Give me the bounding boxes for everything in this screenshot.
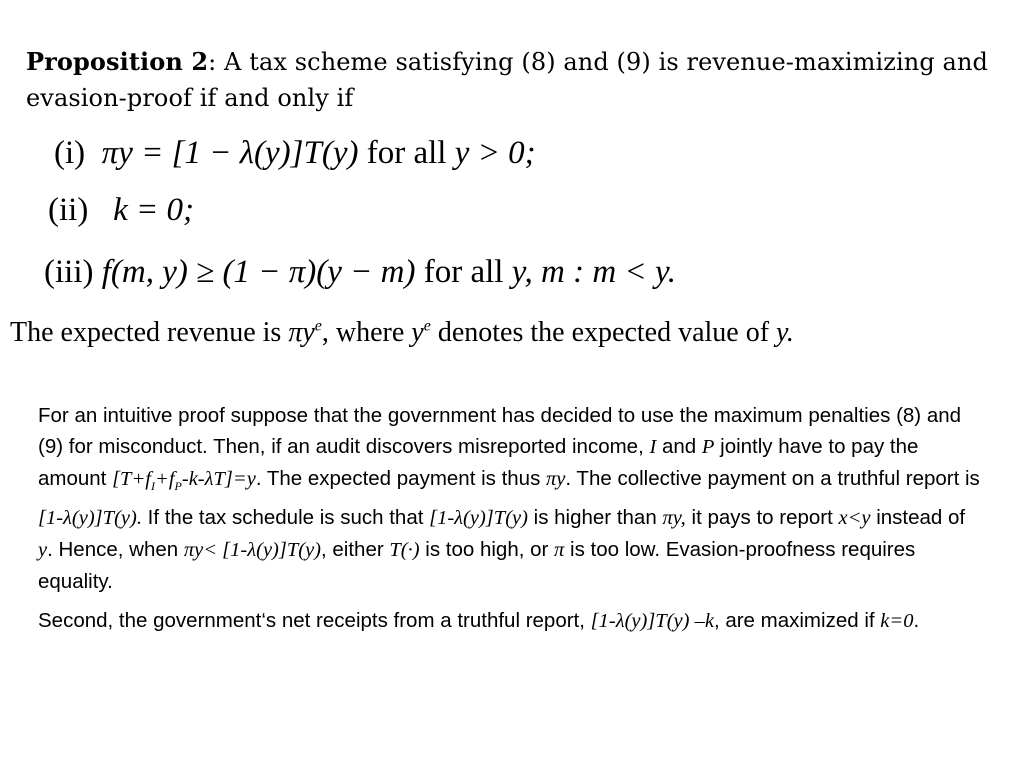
condition-i-tail: for all (358, 135, 455, 171)
p1-expr-piy: πy (546, 468, 566, 490)
p1-text: , either (321, 538, 390, 562)
p1-text: . Hence, when (47, 538, 184, 562)
paragraph-net-receipts (38, 605, 983, 637)
condition-i-formula: πy = [1 − λ(y)]T(y) (101, 135, 359, 171)
revenue-end-var: y. (776, 317, 794, 348)
p2-expr-receipts: [1-λ(y)]T(y) –k (590, 610, 714, 633)
revenue-expr-sup: e (314, 317, 322, 335)
p1-text: . The collective payment on a truthful report is (565, 467, 980, 490)
condition-ii (48, 192, 194, 229)
p1-amount-expr (112, 468, 256, 494)
p1-text: jointly have to pay the amount (38, 435, 919, 490)
p1-expr-tdot: T(·) (389, 539, 420, 562)
revenue-text-mid: , where (321, 317, 412, 348)
revenue-var-sup: e (423, 317, 431, 335)
p1-expr-schedule: [1-λ(y)]T(y) (429, 507, 528, 530)
p1-expr-inequality: πy< [1-λ(y)]T(y) (183, 539, 322, 562)
p1-expr-piy: πy, (662, 507, 686, 530)
p1-text: it pays to report (685, 506, 839, 530)
p1-expr-collective: [1-λ(y)]T(y). (38, 507, 142, 530)
condition-iii-formula: f(m, y) ≥ (1 − π)(y − m) (101, 254, 416, 290)
condition-iii-tail: for all (415, 254, 512, 290)
proposition-label: Proposition 2 (26, 47, 209, 76)
p1-expr-xy: x<y (838, 507, 871, 530)
p1-var-pi: π (554, 539, 565, 562)
condition-ii-formula: k = 0; (113, 192, 194, 228)
condition-ii-number: (ii) (48, 192, 89, 228)
condition-i (54, 135, 536, 172)
p1-text: and (656, 435, 702, 458)
expected-revenue-statement (10, 317, 794, 349)
revenue-text-post: denotes the expected value of (430, 317, 777, 348)
amount-part: [T+f (112, 468, 151, 490)
condition-iii (44, 254, 676, 291)
explanation-body (38, 400, 983, 645)
p1-text: is too high, or (419, 538, 555, 562)
p1-var-p: P (701, 436, 715, 458)
revenue-expr: πy (288, 317, 315, 348)
condition-i-var: y > 0; (454, 135, 536, 171)
p1-text: is too low. Evasion-proofness requires equality. (38, 538, 916, 594)
amount-part: +f (155, 468, 175, 490)
proposition-statement (26, 44, 1011, 116)
p1-text: If the tax schedule is such that (141, 506, 430, 530)
p1-var-i: I (649, 436, 657, 458)
revenue-text-pre: The expected revenue is (10, 317, 289, 348)
amount-sub-i: I (151, 479, 155, 494)
amount-sub-p: P (174, 479, 182, 494)
p2-text: Second, the government‘s net receipts from a truthful report, (38, 609, 591, 633)
condition-iii-number: (iii) (44, 254, 94, 290)
condition-i-number: (i) (54, 135, 86, 171)
p1-text: . The expected payment is thus (255, 467, 547, 490)
condition-iii-var: y, m : m < y. (511, 254, 677, 290)
paragraph-intuitive-proof (38, 400, 983, 597)
p2-expr-k0: k=0 (880, 610, 914, 633)
p1-text: is higher than (527, 506, 663, 530)
p1-text: For an intuitive proof suppose that the government has decided to use the maximum penalties (8) and (9) for misconduct. Then, if an audit discovers misreported income, (38, 404, 962, 458)
revenue-var: y (411, 317, 424, 348)
p2-text: . (913, 609, 920, 633)
proposition-text: : A tax scheme satisfying (8) and (9) is revenue-maximizing and evasion-proof if and only if (26, 48, 988, 112)
p2-text: , are maximized if (713, 609, 881, 633)
amount-part: -k-λT]=y (181, 468, 256, 490)
p1-text: instead of (870, 506, 966, 530)
p1-var-y: y (38, 539, 48, 562)
